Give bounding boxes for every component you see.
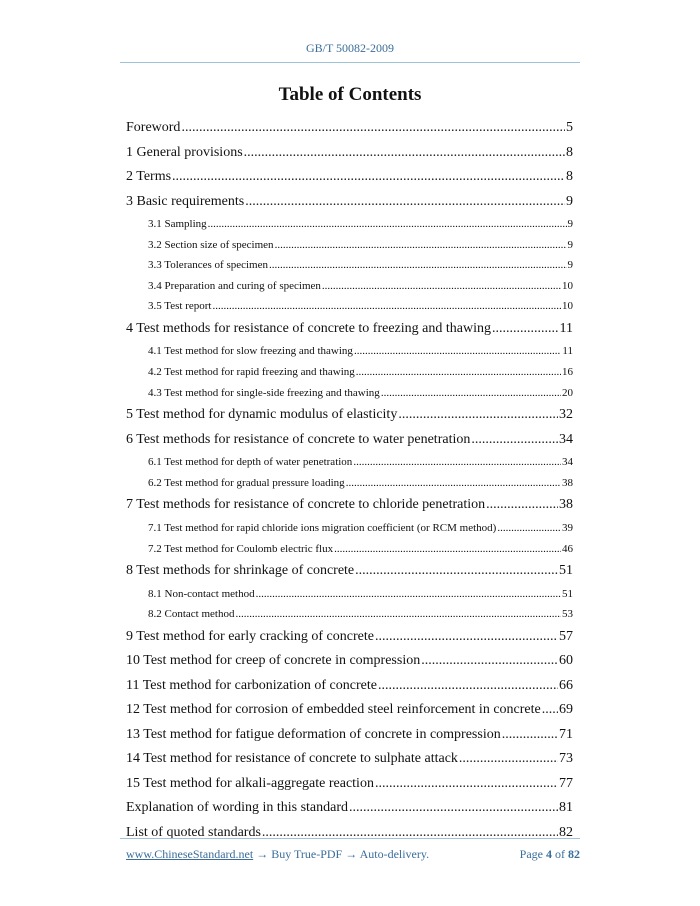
toc-entry[interactable] (126, 625, 573, 650)
toc-entry-page: 51 (562, 587, 573, 600)
toc-entry-label: 8 Test methods for shrinkage of concrete (126, 563, 355, 579)
toc-leader-dots (244, 141, 565, 166)
toc-entry-page: 73 (559, 751, 573, 767)
website-link[interactable]: www.ChineseStandard.net (126, 847, 254, 861)
toc-leader-dots (213, 296, 562, 317)
toc-leader-dots (349, 796, 558, 821)
toc-leader-dots (172, 165, 565, 190)
toc-entry[interactable] (126, 723, 573, 748)
toc-entry[interactable] (126, 698, 573, 723)
header-divider (120, 62, 580, 63)
toc-leader-dots (375, 772, 558, 797)
toc-entry[interactable] (126, 559, 573, 584)
toc-entry[interactable] (126, 190, 573, 215)
toc-leader-dots (235, 604, 561, 625)
toc-entry-label: 4.1 Test method for slow freezing and thawing (148, 345, 353, 358)
toc-entry-page: 69 (559, 702, 573, 718)
toc-leader-dots (256, 584, 561, 605)
toc-entry-page: 51 (559, 563, 573, 579)
page-footer (126, 847, 580, 862)
toc-entry-label: 6 Test methods for resistance of concrete to water penetration (126, 431, 471, 447)
toc-entry-page: 5 (566, 120, 573, 135)
toc-leader-dots (334, 539, 561, 560)
toc-leader-dots (262, 821, 558, 846)
toc-entry-page: 66 (559, 677, 573, 693)
toc-leader-dots (486, 493, 558, 518)
toc-entry-label: List of quoted standards (126, 824, 261, 840)
toc-entry[interactable] (126, 116, 573, 141)
toc-leader-dots (275, 235, 567, 256)
toc-entry[interactable] (126, 403, 573, 428)
toc-entry[interactable] (126, 747, 573, 772)
toc-entry-label: 5 Test method for dynamic modulus of elasticity (126, 407, 398, 423)
toc-entry[interactable] (126, 317, 573, 342)
toc-subentry[interactable] (126, 584, 573, 605)
of-word: of (555, 847, 565, 861)
toc-leader-dots (355, 559, 558, 584)
toc-subentry[interactable] (126, 539, 573, 560)
toc-leader-dots (245, 190, 565, 215)
toc-entry[interactable] (126, 796, 573, 821)
toc-entry-page: 9 (567, 218, 573, 230)
toc-entry-page: 34 (562, 456, 573, 469)
toc-entry-label: 3.1 Sampling (148, 218, 207, 230)
toc-entry[interactable] (126, 674, 573, 699)
toc-entry-page: 11 (559, 320, 573, 336)
toc-subentry[interactable] (126, 604, 573, 625)
toc-leader-dots (269, 255, 567, 276)
toc-entry-label: 7.2 Test method for Coulomb electric flux (148, 542, 334, 555)
running-header: GB/T 50082-2009 (305, 41, 395, 55)
toc-entry-label: 3.3 Tolerances of specimen (148, 259, 268, 272)
toc-entry-label: 10 Test method for creep of concrete in compression (126, 653, 421, 669)
toc-leader-dots (378, 674, 558, 699)
toc-entry-label: 6.2 Test method for gradual pressure loading (148, 476, 345, 489)
toc-entry-page: 10 (562, 300, 573, 313)
toc-entry-page: 53 (562, 608, 573, 621)
toc-leader-dots (322, 276, 561, 297)
toc-entry-label: 15 Test method for alkali-aggregate reaction (126, 775, 374, 791)
table-of-contents (126, 116, 573, 845)
toc-entry-label: 1 General provisions (126, 144, 243, 160)
toc-entry-label: 2 Terms (126, 169, 172, 184)
toc-entry-label: 13 Test method for fatigue deformation of concrete in compression (126, 726, 501, 742)
toc-subentry[interactable] (126, 214, 573, 235)
toc-entry-label: 4.2 Test method for rapid freezing and thawing (148, 366, 355, 379)
toc-entry[interactable] (126, 649, 573, 674)
page-title: Table of Contents (278, 84, 422, 105)
page-counter (520, 847, 580, 862)
toc-entry-label: 3.2 Section size of specimen (148, 238, 274, 251)
toc-entry-label: 11 Test method for carbonization of concrete (126, 677, 377, 693)
toc-entry[interactable] (126, 772, 573, 797)
total-pages-number: 82 (568, 847, 580, 861)
toc-entry-page: 32 (559, 407, 573, 423)
toc-leader-dots (542, 698, 558, 723)
toc-leader-dots (459, 747, 558, 772)
toc-leader-dots (421, 649, 558, 674)
toc-entry[interactable] (126, 141, 573, 166)
toc-subentry[interactable] (126, 296, 573, 317)
toc-subentry[interactable] (126, 341, 573, 362)
toc-leader-dots (381, 383, 561, 404)
toc-leader-dots (398, 403, 558, 428)
toc-leader-dots (497, 518, 561, 539)
toc-entry-page: 8 (566, 144, 573, 160)
toc-entry-label: 7 Test methods for resistance of concrete to chloride penetration (126, 497, 486, 513)
toc-entry-page: 20 (562, 386, 573, 399)
toc-entry-page: 16 (562, 366, 573, 379)
toc-entry-label: 8.2 Contact method (148, 608, 235, 621)
toc-entry-page: 57 (559, 628, 573, 644)
toc-subentry[interactable] (126, 255, 573, 276)
toc-subentry[interactable] (126, 362, 573, 383)
toc-subentry[interactable] (126, 473, 573, 494)
toc-leader-dots (471, 428, 558, 453)
toc-entry-label: 14 Test method for resistance of concrete to sulphate attack (126, 751, 458, 767)
toc-leader-dots (492, 317, 559, 342)
toc-entry[interactable] (126, 428, 573, 453)
toc-entry-label: 6.1 Test method for depth of water penetration (148, 456, 353, 469)
toc-entry-page: 77 (559, 775, 573, 791)
toc-entry-page: 82 (559, 824, 573, 840)
toc-subentry[interactable] (126, 518, 573, 539)
toc-entry-page: 9 (567, 238, 573, 251)
toc-entry-page: 10 (562, 279, 573, 292)
toc-leader-dots (356, 362, 561, 383)
toc-leader-dots (208, 214, 567, 235)
toc-entry-page: 8 (566, 169, 573, 184)
toc-subentry[interactable] (126, 276, 573, 297)
toc-entry-label: 3 Basic requirements (126, 193, 245, 209)
toc-leader-dots (353, 452, 561, 473)
toc-entry[interactable] (126, 165, 573, 190)
toc-leader-dots (375, 625, 558, 650)
toc-entry-label: 3.5 Test report (148, 300, 212, 313)
toc-subentry[interactable] (126, 235, 573, 256)
toc-entry-page: 71 (559, 726, 573, 742)
toc-entry-label: 4 Test methods for resistance of concrete to freezing and thawing (126, 320, 491, 336)
toc-entry-page: 11 (562, 345, 573, 358)
toc-leader-dots (346, 473, 561, 494)
toc-entry-label: 7.1 Test method for rapid chloride ions migration coefficient (or RCM method) (148, 521, 497, 534)
toc-entry-label: 9 Test method for early cracking of concrete (126, 628, 374, 644)
toc-entry-page: 38 (559, 497, 573, 513)
footer-divider (120, 838, 580, 839)
footer-tagline: → Buy True-PDF → Auto-delivery. (253, 847, 430, 861)
toc-entry[interactable] (126, 493, 573, 518)
toc-entry-label: Foreword (126, 120, 181, 135)
toc-entry-label: 4.3 Test method for single-side freezing and thawing (148, 386, 380, 399)
toc-entry-page: 81 (559, 800, 573, 816)
toc-entry-page: 38 (562, 476, 573, 489)
page-word: Page (519, 847, 543, 861)
toc-entry-label: 12 Test method for corrosion of embedded steel reinforcement in concrete (126, 702, 541, 718)
toc-entry-page: 9 (567, 259, 573, 272)
toc-entry-page: 34 (559, 431, 573, 447)
toc-entry-page: 9 (566, 193, 573, 209)
toc-entry-page: 60 (559, 653, 573, 669)
toc-leader-dots (181, 116, 565, 141)
toc-leader-dots (502, 723, 558, 748)
toc-entry-label: 3.4 Preparation and curing of specimen (148, 279, 321, 292)
toc-entry-page: 46 (562, 542, 573, 555)
toc-subentry[interactable] (126, 383, 573, 404)
toc-entry-label: Explanation of wording in this standard (126, 800, 349, 816)
toc-entry[interactable] (126, 821, 573, 846)
toc-entry-page: 39 (562, 521, 573, 534)
current-page-number: 4 (546, 847, 552, 861)
toc-leader-dots (354, 341, 561, 362)
toc-entry-label: 8.1 Non-contact method (148, 587, 255, 600)
toc-subentry[interactable] (126, 452, 573, 473)
